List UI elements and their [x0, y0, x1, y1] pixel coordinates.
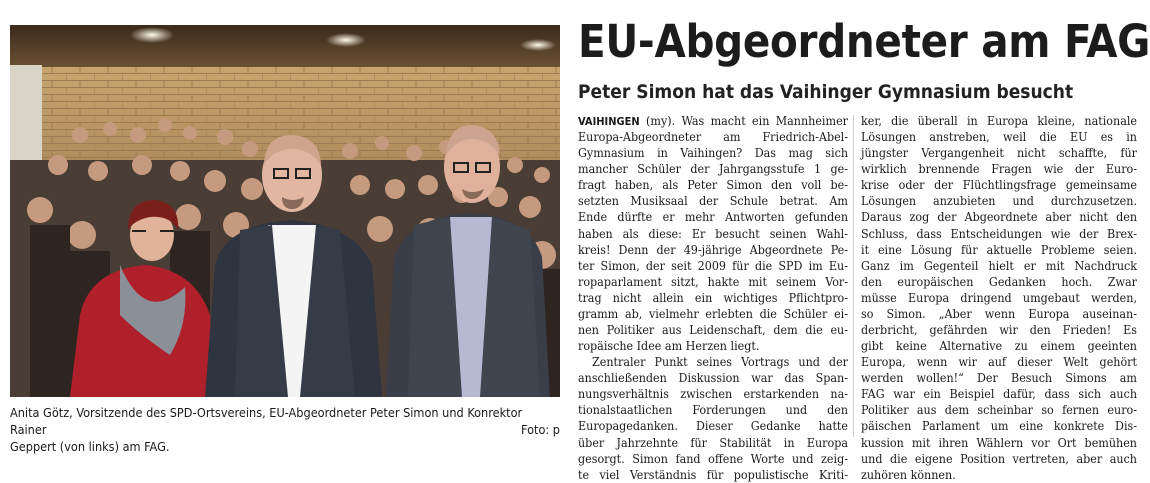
photo-caption [10, 404, 562, 455]
text-line [578, 113, 848, 129]
text-line: jüngster Vergangenheit nicht schaffte, für [861, 145, 1137, 161]
text-line: Daraus zog der Abgeordnete aber nicht den [861, 209, 1137, 225]
text-line: ropäische Idee am Herzen liegt. [578, 338, 760, 354]
text-line: trag nicht allein ein wichtiges Pflichtpro- [578, 289, 848, 305]
text-line: gibt keine Alternative zu einem geeinten [861, 338, 1137, 354]
text-line: Ende dürfte er mehr Antworten gefunden [578, 209, 848, 225]
photo-caption-line2: Geppert (von links) am FAG. [10, 439, 170, 454]
text-line: ter Simon, der seit 2009 für die SPD im Eu- [578, 257, 848, 273]
text-line: Lösungen anstreben, weil die EU es in [861, 129, 1137, 145]
text-line: werden wollen!“ Der Besuch Simons am [861, 370, 1137, 386]
text-line: setzten Musiksaal der Schule betrat. Am [578, 193, 848, 209]
text-line: Schluss, dass Entscheidungen wie der Brex- [861, 225, 1137, 241]
text-line: Zentraler Punkt seines Vortrags und der [592, 354, 848, 370]
text-line: kreis! Denn der 49-jährige Abgeordnete Pe- [578, 241, 848, 257]
text-line: nen Politiker aus Leidenschaft, dem die eu- [578, 322, 848, 338]
text-line: Europa-Abgeordneter am Friedrich-Abel- [578, 129, 848, 145]
text-line: so Simon. „Aber wenn Europa auseinan- [861, 305, 1137, 321]
text-line: kussion mit ihren Wählern vor Ort bemühen [861, 434, 1137, 450]
article-photo [10, 25, 560, 397]
text-line: Europagedanken. Dieser Gedanke hatte [578, 418, 848, 434]
text-line: Politiker aus dem scheinbar so fernen euro- [861, 402, 1137, 418]
text-line: nungsverhältnis zwischen erstarkenden na- [578, 386, 848, 402]
text-line: ropaparlament sitzt, hakte mit seinem Vor- [578, 273, 848, 289]
text-line: wirklich brennende Fragen wie der Euro- [861, 161, 1137, 177]
text-line: Lösungen anzubieten und durchzusetzen. [861, 193, 1137, 209]
text-line: müsse Europa dringend umgebaut werden, [861, 289, 1137, 305]
text-line: zuhören können. [861, 466, 956, 482]
text-line: päischen Parlament um eine konkrete Dis- [861, 418, 1137, 434]
dateline: VAIHINGEN [578, 115, 640, 128]
text-line: te viel Verständnis für populistische Kriti- [578, 466, 848, 482]
text-line: derbricht, gefährden wir den Frieden! Es [861, 322, 1137, 338]
text-line: über Jahrzehnte für Stabilität in Europa [578, 434, 848, 450]
column-divider [853, 115, 854, 437]
article-subheadline: Peter Simon hat das Vaihinger Gymnasium besucht [578, 81, 1074, 103]
text-line: it eine Lösung für aktuelle Probleme seien. [861, 241, 1137, 257]
text-line: anschließenden Diskussion war das Span- [578, 370, 848, 386]
text-line: den europäischen Gedanken hoch. Zwar [861, 273, 1137, 289]
photo-caption-line1: Anita Götz, Vorsitzende des SPD-Ortsvereins, EU-Abgeordneter Peter Simon und Konrektor Rainer [10, 405, 523, 437]
text-line: Gymnasium in Vaihingen? Das mag sich [578, 145, 848, 161]
text-line: ker, die überall in Europa kleine, nationale [861, 113, 1137, 128]
text-line: tionalstaatlichen Forderungen und den [578, 402, 848, 418]
text-line: mancher Schüler der Jahrgangsstufe 1 ge- [578, 161, 848, 177]
text-line: gesorgt. Simon fand offene Worte und zeig- [578, 450, 848, 466]
photo-credit: Foto: p [521, 422, 560, 437]
text-line: FAG war ein Beispiel dafür, dass sich auch [861, 386, 1137, 402]
text-line: krise oder der Flüchtlingsfrage gemeinsame [861, 177, 1137, 193]
article-column-2 [861, 113, 1137, 483]
text-line: Ganz im Gegenteil hielt er mit Nachdruck [861, 257, 1137, 273]
article-column-1 [578, 113, 848, 483]
text-line: und die eigene Position vertreten, aber auch [861, 450, 1137, 466]
text-line: gramm ab, vielmehr erlebten die Schüler ei- [578, 305, 848, 321]
text-line: fragt haben, als Peter Simon den voll be- [578, 177, 848, 193]
text-line-rest: (my). Was macht ein Mannheimer [639, 113, 848, 128]
text-line: haben als diese: Er besucht seinen Wahl- [578, 225, 848, 241]
text-line: Europa, wenn wir auf dieser Welt gehört [861, 354, 1137, 370]
article-headline: EU-Abgeordneter am FAG [578, 15, 1150, 68]
